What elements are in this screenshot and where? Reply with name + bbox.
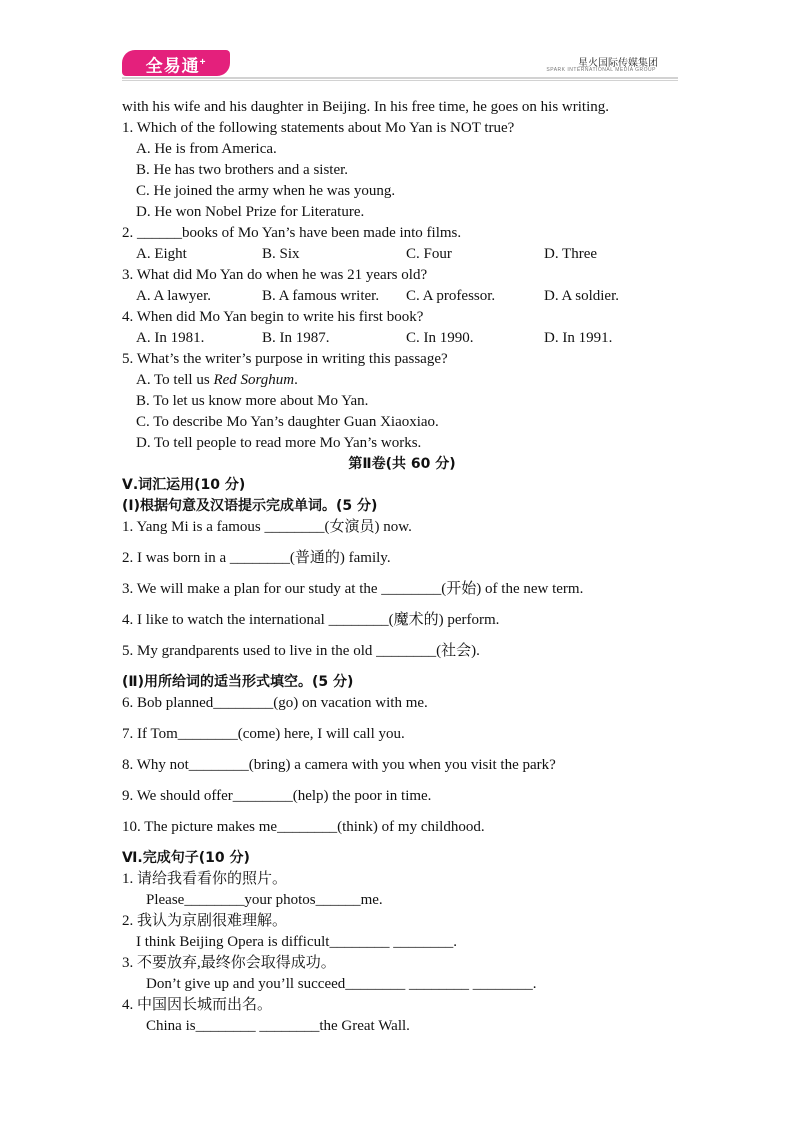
- option-5a: [122, 370, 682, 391]
- option-3c: C. A professor.: [406, 288, 496, 304]
- option-1b: B. He has two brothers and a sister.: [136, 162, 349, 178]
- option-4c: C. In 1990.: [406, 330, 474, 346]
- header-divider-thin: [122, 80, 678, 81]
- question-4: 4. When did Mo Yan begin to write his first book?: [122, 309, 424, 325]
- option-5c: C. To describe Mo Yan’s daughter Guan Xiaoxiao.: [136, 414, 439, 430]
- sentence-1-english: Please________your photos______me.: [146, 892, 383, 908]
- option-1c: C. He joined the army when he was young.: [136, 183, 396, 199]
- publisher-name: 星火国际传媒集团: [578, 58, 658, 69]
- vocab-item-5: 5. My grandparents used to live in the old ________(社会).: [122, 643, 480, 659]
- vocab-item-1: 1. Yang Mi is a famous ________(女演员) now.: [122, 519, 412, 535]
- option-1d: D. He won Nobel Prize for Literature.: [136, 204, 365, 220]
- sentence-3-english: Don’t give up and you’ll succeed________ ________ ________.: [146, 976, 537, 992]
- page-header: [0, 0, 800, 90]
- option-3b: B. A famous writer.: [262, 288, 380, 304]
- vocab-item-6: 6. Bob planned________(go) on vacation with me.: [122, 695, 428, 711]
- document-body: [122, 97, 682, 1037]
- vocab-subsection-1: (Ⅰ)根据句意及汉语提示完成单词。(5 分): [122, 498, 378, 514]
- question-5: 5. What’s the writer’s purpose in writing this passage?: [122, 351, 448, 367]
- header-divider: [122, 77, 678, 79]
- sentence-2-english: I think Beijing Opera is difficult________ ________.: [136, 934, 457, 950]
- option-2a: A. Eight: [136, 246, 187, 262]
- logo-star: +: [199, 57, 207, 68]
- option-4d: D. In 1991.: [544, 330, 613, 346]
- vocab-item-3: 3. We will make a plan for our study at the ________(开始) of the new term.: [122, 581, 584, 597]
- option-4b: B. In 1987.: [262, 330, 330, 346]
- sentence-4-english: China is________ ________the Great Wall.: [146, 1018, 410, 1034]
- option-4a: A. In 1981.: [136, 330, 205, 346]
- sentence-2-chinese: 2. 我认为京剧很难理解。: [122, 913, 288, 929]
- option-1a: A. He is from America.: [136, 141, 277, 157]
- option-2c: C. Four: [406, 246, 452, 262]
- vocab-section-title: Ⅴ.词汇运用(10 分): [122, 477, 246, 493]
- vocab-item-4: 4. I like to watch the international ________(魔术的) perform.: [122, 612, 500, 628]
- publisher-english-name: SPARK INTERNATIONAL MEDIA GROUP: [546, 67, 656, 73]
- option-5a-suffix: .: [294, 372, 298, 388]
- brand-logo: [122, 50, 230, 76]
- option-2b: B. Six: [262, 246, 300, 262]
- options-row-2: [122, 244, 682, 265]
- part-2-title: 第Ⅱ卷(共 60 分): [348, 456, 456, 472]
- question-2: 2. ______books of Mo Yan’s have been made into films.: [122, 225, 462, 241]
- vocab-subsection-2: (Ⅱ)用所给词的适当形式填空。(5 分): [122, 674, 354, 690]
- logo-text: 全易通: [145, 56, 200, 76]
- vocab-item-2: 2. I was born in a ________(普通的) family.: [122, 550, 391, 566]
- option-2d: D. Three: [544, 246, 598, 262]
- option-5b: B. To let us know more about Mo Yan.: [136, 393, 369, 409]
- vocab-item-10: 10. The picture makes me________(think) of my childhood.: [122, 819, 485, 835]
- option-3a: A. A lawyer.: [136, 288, 211, 304]
- book-title: Red Sorghum: [213, 372, 295, 388]
- question-1: 1. Which of the following statements about Mo Yan is NOT true?: [122, 120, 515, 136]
- passage-text: with his wife and his daughter in Beijing. In his free time, he goes on his writing.: [122, 99, 610, 115]
- options-row-3: [122, 286, 682, 307]
- sentence-1-chinese: 1. 请给我看看你的照片。: [122, 871, 288, 887]
- sentence-3-chinese: 3. 不要放弃,最终你会取得成功。: [122, 955, 336, 971]
- vocab-item-8: 8. Why not________(bring) a camera with you when you visit the park?: [122, 757, 556, 773]
- vocab-item-7: 7. If Tom________(come) here, I will call you.: [122, 726, 405, 742]
- sentences-section-title: Ⅵ.完成句子(10 分): [122, 850, 250, 866]
- option-5a-prefix: A. To tell us: [136, 372, 214, 388]
- option-3d: D. A soldier.: [544, 288, 620, 304]
- option-5d: D. To tell people to read more Mo Yan’s works.: [136, 435, 422, 451]
- vocab-item-9: 9. We should offer________(help) the poor in time.: [122, 788, 432, 804]
- options-row-4: [122, 328, 682, 349]
- sentence-4-chinese: 4. 中国因长城而出名。: [122, 997, 273, 1013]
- question-3: 3. What did Mo Yan do when he was 21 years old?: [122, 267, 428, 283]
